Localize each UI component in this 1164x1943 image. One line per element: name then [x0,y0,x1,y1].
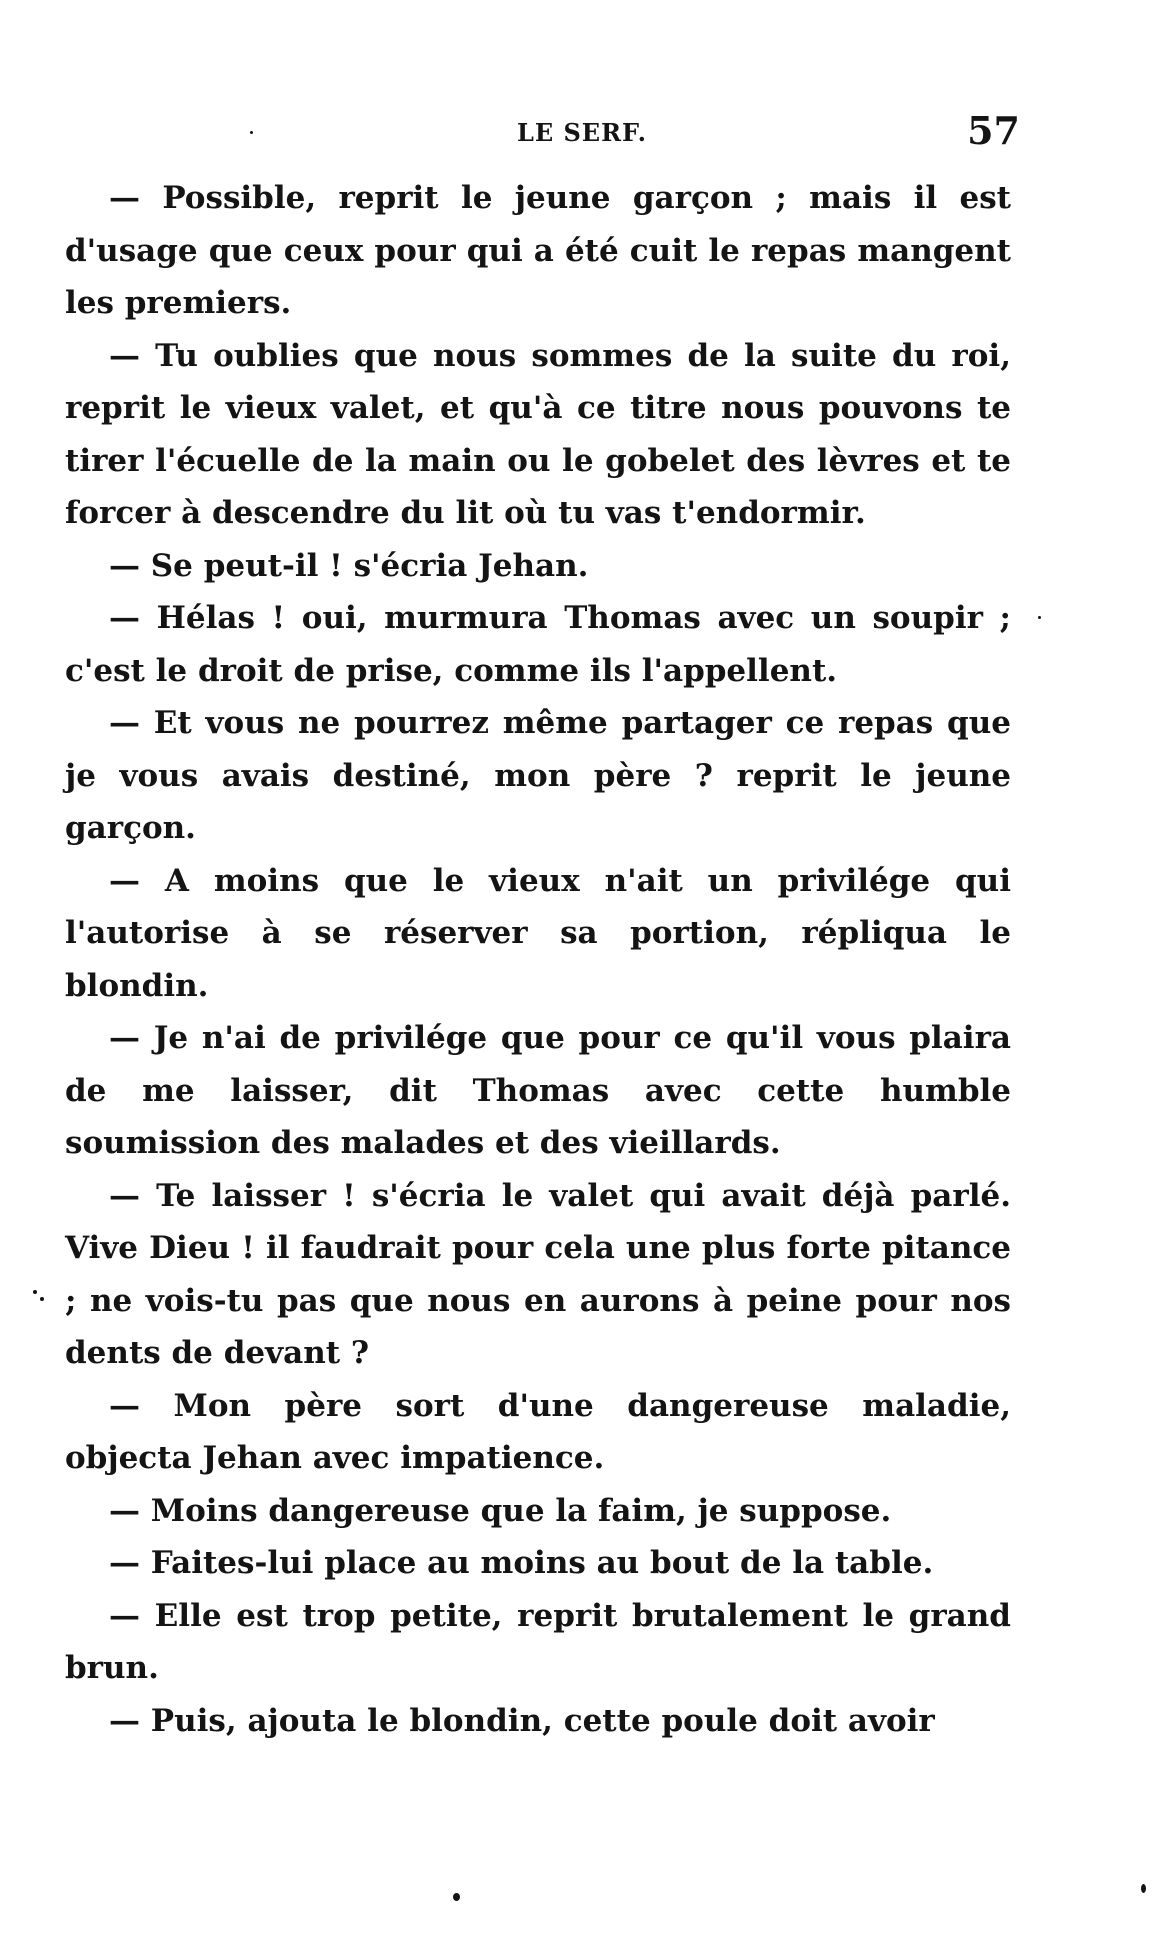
paragraph: — A moins que le vieux n'ait un privilége qui l'autorise à se réserver sa portion, répliqua le blondin. [65,862,1011,1004]
page-number: 57 [967,108,1020,153]
print-speck [40,1297,44,1301]
paragraph: — Puis, ajouta le blondin, cette poule doit avoir [109,1702,935,1739]
paragraph: — Elle est trop petite, reprit brutalement le grand brun. [65,1597,1011,1686]
paragraph: — Faites-lui place au moins au bout de la table. [109,1545,934,1581]
running-title: LE SERF. [516,118,648,147]
print-speck [453,1893,460,1901]
print-speck [250,131,253,134]
paragraph: — Hélas ! oui, murmura Thomas avec un soupir ; c'est le droit de prise, comme ils l'appellent. [65,600,1011,689]
paragraph: — Mon père sort d'une dangereuse maladie, objecta Jehan avec impatience. [65,1387,1011,1476]
paragraph: — Possible, reprit le jeune garçon ; mais il est d'usage que ceux pour qui a été cuit le repas mangent les premiers. [65,180,1011,321]
print-speck [1038,616,1041,619]
paragraph: — Moins dangereuse que la faim, je suppose. [109,1492,892,1529]
paragraph: — Tu oublies que nous sommes de la suite du roi, reprit le vieux valet, et qu'à ce titre nous pouvons te tirer l'écuelle de la main ou le gobelet des lèvres et te forcer à descendre du lit où tu vas t'endormir. [65,337,1011,531]
print-speck [33,1290,37,1294]
text-body [65,172,1011,1747]
print-speck [1141,1884,1146,1893]
paragraph: — Je n'ai de privilége que pour ce qu'il vous plaira de me laisser, dit Thomas avec cette humble soumission des malades et des vieillards. [65,1020,1011,1161]
paragraph: — Et vous ne pourrez même partager ce repas que je vous avais destiné, mon père ? reprit le jeune garçon. [65,705,1011,846]
paragraph: — Te laisser ! s'écria le valet qui avait déjà parlé. Vive Dieu ! il faudrait pour cela une plus forte pitance ; ne vois-tu pas que nous en aurons à peine pour nos dents de devant ? [65,1177,1011,1371]
paragraph: — Se peut-il ! s'écria Jehan. [109,547,589,584]
